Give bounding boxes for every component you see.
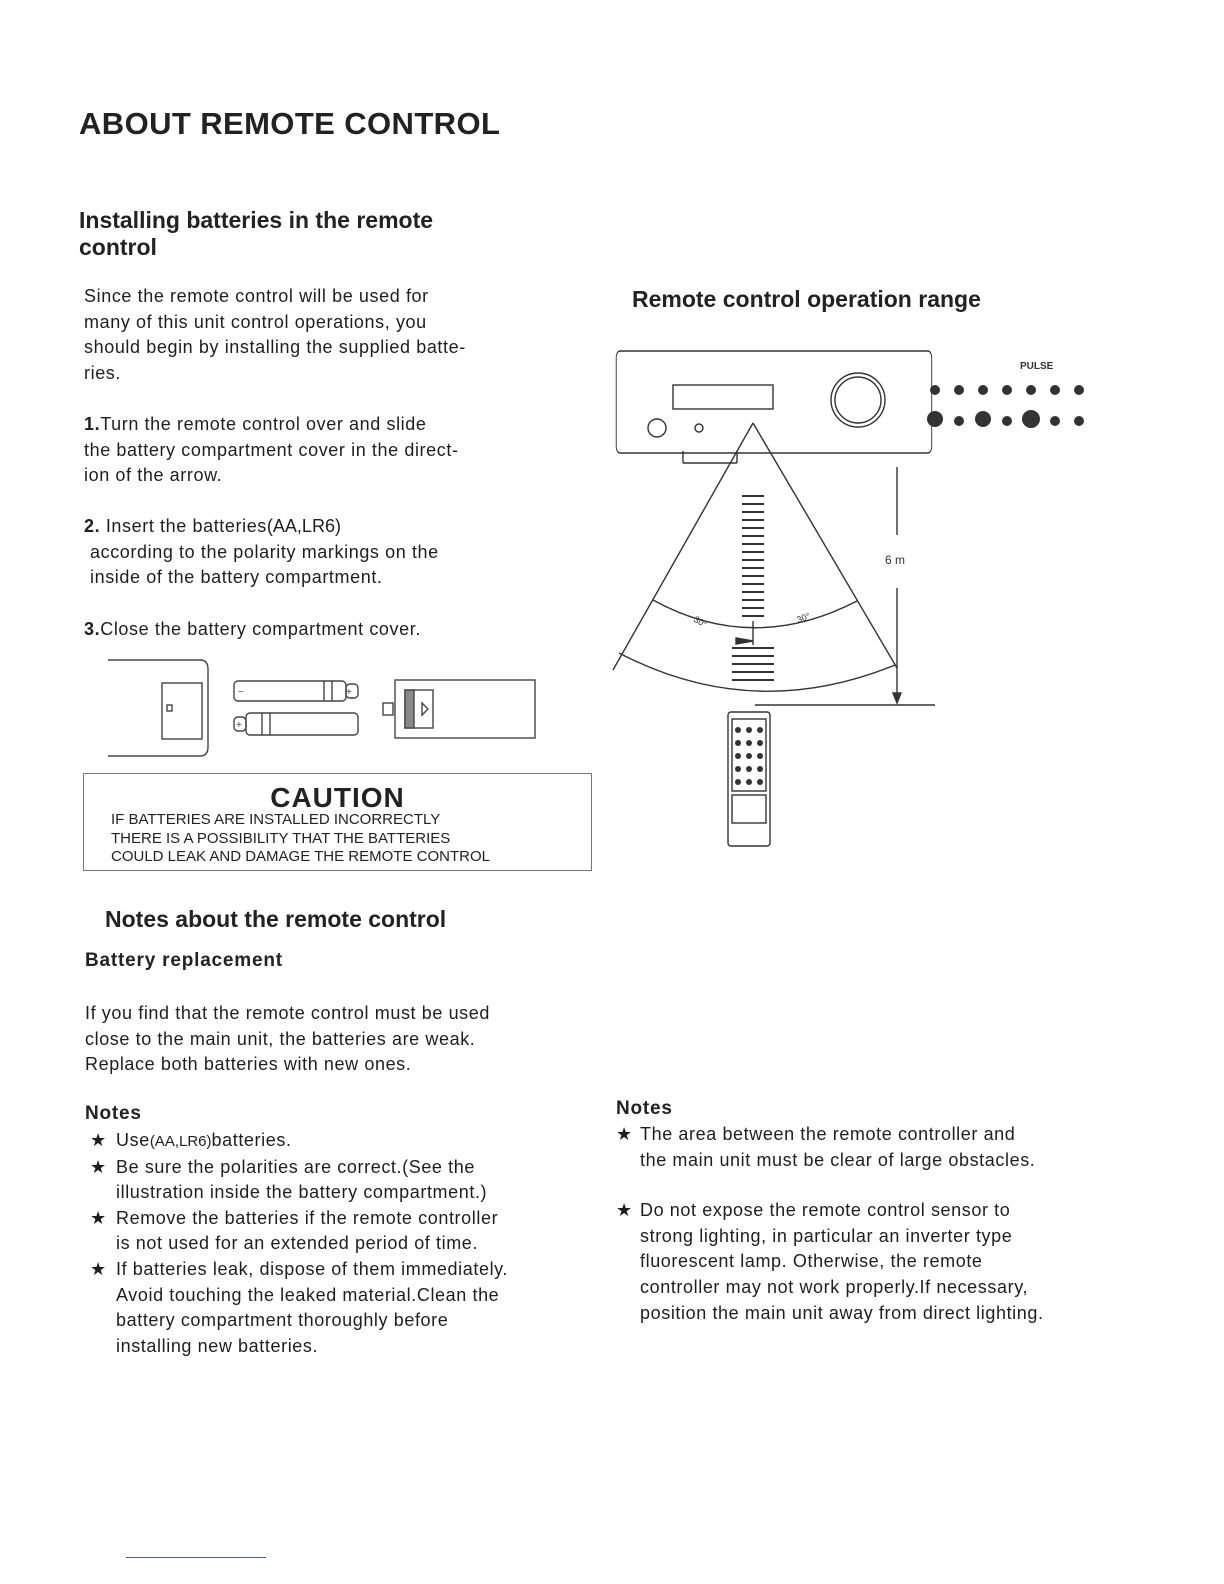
install-heading-line2: control bbox=[79, 234, 157, 260]
step-2-number: 2. bbox=[84, 516, 101, 536]
list-item bbox=[84, 1155, 624, 1206]
star-icon: ★ bbox=[616, 1200, 633, 1221]
list-item bbox=[616, 1198, 1176, 1326]
note-text: If batteries leak, dispose of them immediately. Avoid touching the leaked material.Clean the battery compartment thoroughly before installing new batteries. bbox=[116, 1258, 509, 1356]
step-3-number: 3. bbox=[84, 619, 101, 639]
operation-range-diagram bbox=[605, 345, 1054, 855]
footer-divider bbox=[126, 1557, 266, 1558]
note-code: (AA,LR6) bbox=[149, 1133, 212, 1150]
star-icon: ★ bbox=[90, 1130, 107, 1150]
step-2-text: according to the polarity markings on the inside of the battery compartment. bbox=[90, 541, 439, 588]
note-text: Be sure the polarities are correct.(See the illustration inside the battery compartment.) bbox=[116, 1156, 488, 1203]
install-step-1 bbox=[84, 412, 614, 489]
install-step-3 bbox=[84, 617, 421, 643]
notes-right-list bbox=[616, 1122, 1176, 1326]
angle-right-label: 30° bbox=[795, 610, 812, 625]
list-item bbox=[84, 1128, 624, 1155]
step-3-text: Close the battery compartment cover. bbox=[100, 619, 421, 639]
svg-text:+: + bbox=[236, 720, 242, 731]
step-2-prefix: Insert the batteries bbox=[105, 516, 267, 536]
star-icon: ★ bbox=[90, 1258, 107, 1279]
note-text: Do not expose the remote control sensor to strong lighting, in particular an inverter type fluorescent lamp. Otherwise, the remote controller may not work properly.If necessary, position the main unit away from direct lighting. bbox=[640, 1200, 1044, 1323]
svg-text:+: + bbox=[346, 687, 352, 698]
list-item bbox=[84, 1206, 624, 1257]
distance-label: 6 m bbox=[885, 553, 906, 567]
step-1-text: Turn the remote control over and slide the battery compartment cover in the direct- ion of the arrow. bbox=[84, 414, 459, 486]
star-icon: ★ bbox=[90, 1156, 107, 1177]
note-prefix: Use bbox=[116, 1130, 150, 1150]
notes-left-heading: Notes bbox=[85, 1103, 142, 1124]
battery-install-illustration bbox=[100, 655, 545, 763]
notes-right-heading: Notes bbox=[616, 1098, 673, 1119]
install-intro: Since the remote control will be used for many of this unit control operations, you should begin by installing the supplied batte- ries. bbox=[84, 286, 466, 383]
note-text: batteries. bbox=[211, 1130, 292, 1150]
list-item bbox=[84, 1257, 624, 1359]
note-text: The area between the remote controller and the main unit must be clear of large obstacles. bbox=[640, 1124, 1036, 1170]
step-2-code: (AA,LR6) bbox=[266, 516, 341, 536]
star-icon: ★ bbox=[616, 1124, 633, 1144]
step-1-number: 1. bbox=[84, 414, 101, 434]
caution-text: IF BATTERIES ARE INSTALLED INCORRECTLY THERE IS A POSSIBILITY THAT THE BATTERIES COULD LEAK AND DAMAGE THE REMOTE CONTROL bbox=[111, 811, 490, 865]
angle-left-label: 30° bbox=[692, 614, 709, 630]
notes-remote-heading: Notes about the remote control bbox=[105, 906, 447, 932]
star-icon: ★ bbox=[90, 1207, 107, 1228]
svg-text:−: − bbox=[238, 687, 244, 698]
brand-label: PULSE bbox=[1020, 361, 1054, 372]
range-heading: Remote control operation range bbox=[632, 286, 981, 312]
list-item bbox=[616, 1122, 1176, 1173]
battery-replacement-heading: Battery replacement bbox=[85, 950, 283, 971]
install-heading-line1: Installing batteries in the remote bbox=[79, 207, 434, 233]
notes-left-list bbox=[84, 1128, 624, 1359]
install-step-2 bbox=[84, 514, 614, 591]
page-title: ABOUT REMOTE CONTROL bbox=[79, 106, 501, 141]
caution-box bbox=[83, 773, 592, 871]
battery-replacement-text: If you find that the remote control must be used close to the main unit, the batteries are weak. Replace both batteries with new ones. bbox=[85, 1003, 491, 1075]
note-text: Remove the batteries if the remote controller is not used for an extended period of time. bbox=[116, 1207, 499, 1254]
caution-title: CAUTION bbox=[270, 782, 405, 813]
install-heading bbox=[79, 207, 433, 261]
